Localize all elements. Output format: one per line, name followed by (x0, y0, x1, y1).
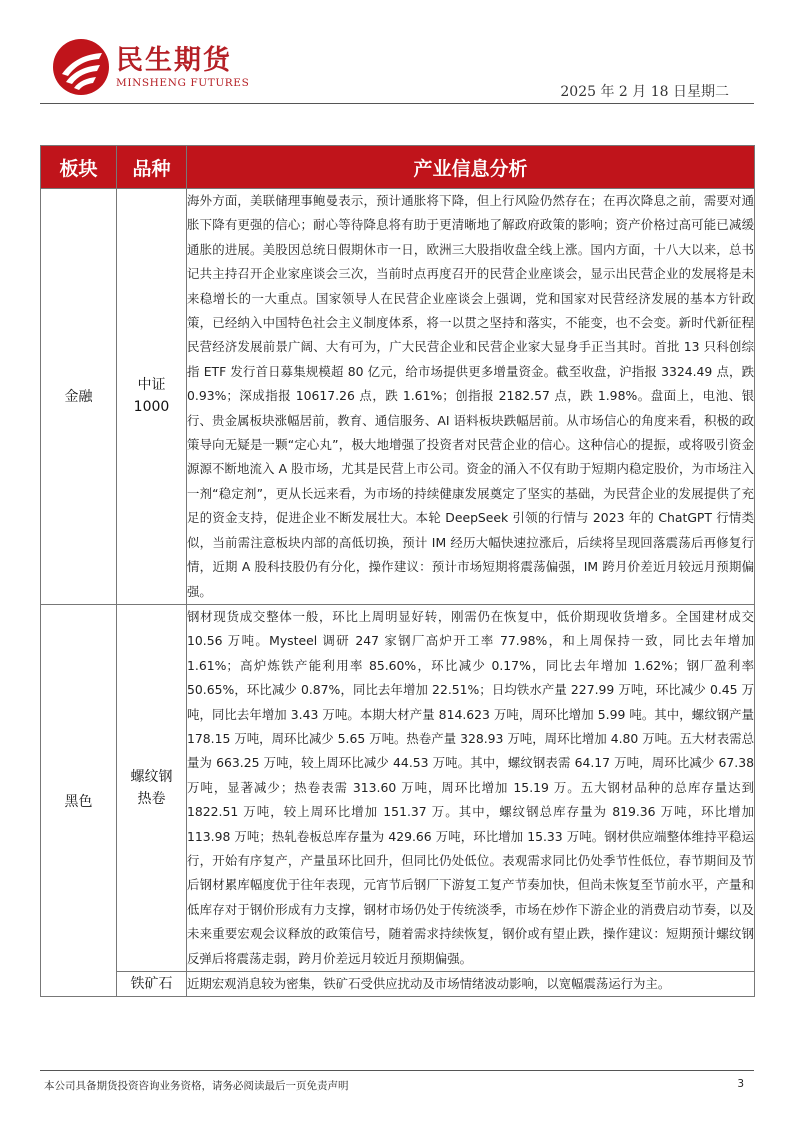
logo-english-name: MINSHENG FUTURES (116, 77, 250, 89)
table-row (41, 604, 755, 971)
header-divider (40, 103, 754, 104)
sector-cell: 金融 (41, 189, 117, 605)
logo-chinese-name: 民生期货 (116, 45, 232, 76)
variety-label: 热卷 (137, 790, 166, 807)
variety-label: 1000 (133, 399, 170, 416)
footer-disclaimer: 本公司具备期货投资咨询业务资格，请务必阅读最后一页免责声明 (44, 1080, 349, 1092)
page-number: 3 (737, 1078, 744, 1090)
report-date: 2025 年 2 月 18 日星期二 (560, 84, 729, 100)
page-header (0, 0, 794, 110)
analysis-cell: 海外方面，美联储理事鲍曼表示，预计通胀将下降，但上行风险仍然存在；在再次降息之前，需要对通胀下降有更强的信心；耐心等待降息将有助于更清晰地了解政府政策的影响；资产价格过高可能已减缓通胀的进展。美股因总统日假期休市一日，欧洲三大股指收盘全线上涨。国内方面，十八大以来，总书记共主持召开企业家座谈会三次，当前时点再度召开的民营企业座谈会，显示出民营企业的发展将是未来稳增长的一大重点。国家领导人在民营企业座谈会上强调，党和国家对民营经济发展的基本方针政策，已经纳入中国特色社会主义制度体系，将一以贯之坚持和落实，不能变，也不会变。新时代新征程民营经济发展前景广阔、大有可为，广大民营企业和民营企业家大显身手正当其时。首批 13 只科创综指 ETF 发行首日募集规模超 80 亿元，给市场提供更多增量资金。截至收盘，沪指报 3324.49 点，跌 0.93%；深成指报 10617.26 点，跌 1.61%；创指报 2182.57 点，跌 1.98%。盘面上，电池、银行、贵金属板块涨幅居前，教育、通信服务、AI 语料板块跌幅居前。从市场信心的角度来看，积极的政策导向无疑是一颗“定心丸”，极大地增强了投资者对民营企业的信心。这种信心的提振，或将吸引资金源源不断地流入 A 股市场，尤其是民营上市公司。资金的涌入不仅有助于短期内稳定股价，为市场注入一剂“稳定剂”，更从长远来看，为市场的持续健康发展奠定了坚实的基础，为民营企业的发展提供了充足的资金支持，促进企业不断发展壮大。本轮 DeepSeek 引领的行情与 2023 年的 ChatGPT 行情类似，当前需注意板块内部的高低切换，预计 IM 经历大幅快速拉涨后，后续将呈现回落震荡后再修复行情，近期 A 股科技股仍有分化，操作建议：预计市场短期将震荡偏强，IM 跨月价差近月较远月预期偏强。 (187, 189, 755, 605)
table-header-row (41, 146, 755, 189)
sector-cell: 黑色 (41, 604, 117, 997)
variety-label: 中证 (137, 377, 166, 394)
minsheng-logo-icon (52, 38, 110, 96)
variety-cell (117, 189, 187, 605)
analysis-cell: 钢材现货成交整体一般，环比上周明显好转，刚需仍在恢复中，低价期现收货增多。全国建材成交 10.56 万吨。Mysteel 调研 247 家钢厂高炉开工率 77.98%，和上周保持一致，同比去年增加 1.61%；高炉炼铁产能利用率 85.60%，环比减少 0.17%，同比去年增加 1.62%；钢厂盈利率 50.65%，环比减少 0.87%，同比去年增加 22.51%；日均铁水产量 227.99 万吨，环比减少 0.45 万吨，同比去年增加 3.43 万吨。本期大材产量 814.623 万吨，周环比增加 5.99 吨。其中，螺纹钢产量 178.15 万吨，周环比减少 5.65 万吨。热卷产量 328.93 万吨，周环比增加 4.80 万吨。五大材表需总量为 663.25 万吨，较上周环比减少 44.53 万吨。其中，螺纹钢表需 64.17 万吨，周环比减少 67.38 万吨，显著减少；热卷表需 313.60 万吨，周环比增加 15.19 万。五大钢材品种的总库存量达到 1822.51 万吨，较上周环比增加 151.37 万。其中，螺纹钢总库存量为 819.36 万吨，环比增加 113.98 万吨；热轧卷板总库存量为 429.66 万吨，环比增加 15.33 万吨。钢材供应端整体维持平稳运行，开始有序复产，产量虽环比回升，但同比仍处低位。表观需求同比仍处季节性低位，春节期间及节后钢材累库幅度优于往年表现，元宵节后钢厂下游复工复产节奏加快，但尚未恢复至节前水平，产量和低库存对于钢价形成有力支撑，钢材市场仍处于传统淡季，市场在炒作下游企业的消费启动节奏，以及未来重要宏观会议释放的政策信号，随着需求持续恢复，钢价或有望止跌，操作建议：短期预计螺纹钢反弹后将震荡走弱，跨月价差远月较近月预期偏强。 (187, 604, 755, 971)
variety-label: 铁矿石 (130, 976, 173, 993)
analysis-cell: 近期宏观消息较为密集，铁矿石受供应扰动及市场情绪波动影响，以宽幅震荡运行为主。 (187, 972, 755, 997)
header-sector: 板块 (41, 146, 117, 189)
industry-analysis-table (40, 145, 755, 997)
footer-divider (40, 1070, 754, 1071)
table-row (41, 189, 755, 605)
variety-cell (117, 972, 187, 997)
table-row (41, 972, 755, 997)
variety-cell (117, 604, 187, 971)
header-analysis: 产业信息分析 (187, 146, 755, 189)
variety-label: 螺纹钢 (130, 768, 173, 785)
header-variety: 品种 (117, 146, 187, 189)
